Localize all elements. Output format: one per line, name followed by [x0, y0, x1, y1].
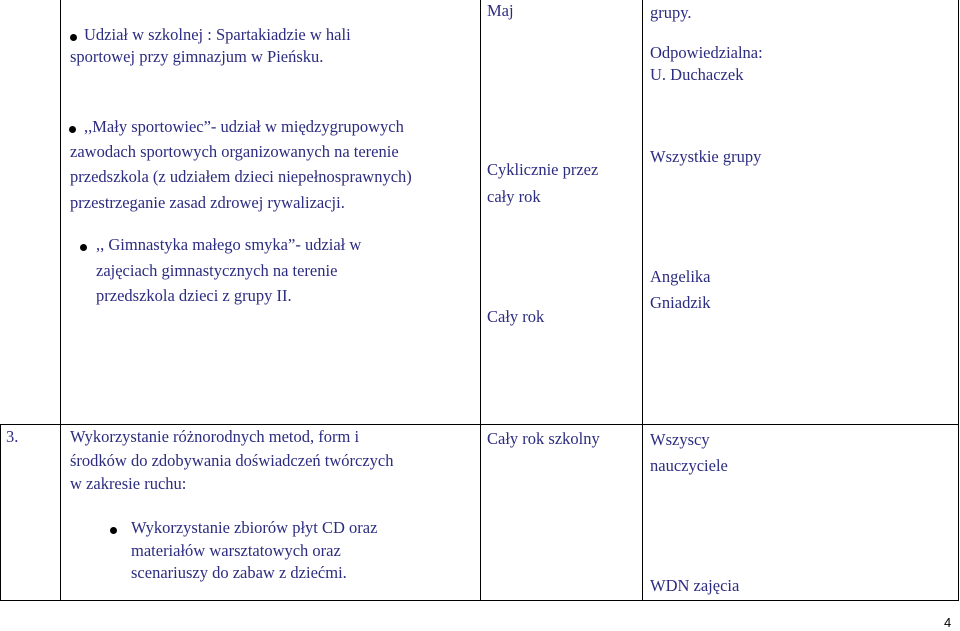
responsible-line: grupy.: [650, 3, 692, 22]
activity-line: w zakresie ruchu:: [70, 474, 187, 493]
activity-line: sportowej przy gimnazjum w Pieńsku.: [70, 47, 324, 66]
activity-line: ,, Gimnastyka małego smyka”- udział w: [96, 235, 362, 254]
activity-line: materiałów warsztatowych oraz: [131, 541, 341, 560]
table-border-bottom: [0, 600, 959, 601]
activity-line: ,,Mały sportowiec”- udział w międzygrupowych: [84, 117, 404, 136]
page-number: 4: [944, 615, 952, 630]
activity-line: przestrzeganie zasad zdrowej rywalizacji.: [70, 193, 345, 212]
activity-line: zawodach sportowych organizowanych na terenie: [70, 142, 399, 161]
activity-line: scenariuszy do zabaw z dziećmi.: [131, 563, 347, 582]
activity-line: Udział w szkolnej : Spartakiadzie w hali: [84, 25, 351, 44]
row-number: 3.: [6, 427, 19, 446]
time-line: cały rok: [487, 187, 541, 206]
activity-line: środków do zdobywania doświadczeń twórczych: [70, 451, 394, 470]
activity-line: zajęciach gimnastycznych na terenie: [96, 261, 338, 280]
responsible-line: Odpowiedzialna:: [650, 43, 763, 62]
time-line: Cały rok: [487, 307, 545, 326]
bullet-icon: [69, 126, 76, 133]
table-border-right: [958, 0, 959, 601]
row-divider: [0, 424, 959, 425]
activity-line: Wykorzystanie zbiorów płyt CD oraz: [131, 518, 378, 537]
table-border-left: [60, 0, 61, 601]
time-cell: Maj: [487, 1, 514, 20]
activity-line: przedszkola dzieci z grupy II.: [96, 286, 292, 305]
responsible-line: Wszystkie grupy: [650, 147, 762, 166]
responsible-line: Angelika: [650, 267, 711, 286]
time-cell: Cały rok szkolny: [487, 429, 600, 448]
bullet-icon: [70, 34, 77, 41]
responsible-line: Gniadzik: [650, 293, 711, 312]
table-divider-time: [642, 0, 643, 601]
table-border-outer-left: [0, 424, 1, 601]
activity-line: przedszkola (z udziałem dzieci niepełnosprawnych): [70, 167, 412, 186]
responsible-line: nauczyciele: [650, 456, 728, 475]
responsible-line: Wszyscy: [650, 430, 710, 449]
responsible-line: WDN zajęcia: [650, 576, 740, 595]
time-line: Cyklicznie przez: [487, 160, 599, 179]
bullet-icon: [110, 527, 117, 534]
bullet-icon: [80, 244, 87, 251]
responsible-line: U. Duchaczek: [650, 65, 744, 84]
activity-line: Wykorzystanie różnorodnych metod, form i: [70, 427, 360, 446]
table-divider-activity: [480, 0, 481, 601]
